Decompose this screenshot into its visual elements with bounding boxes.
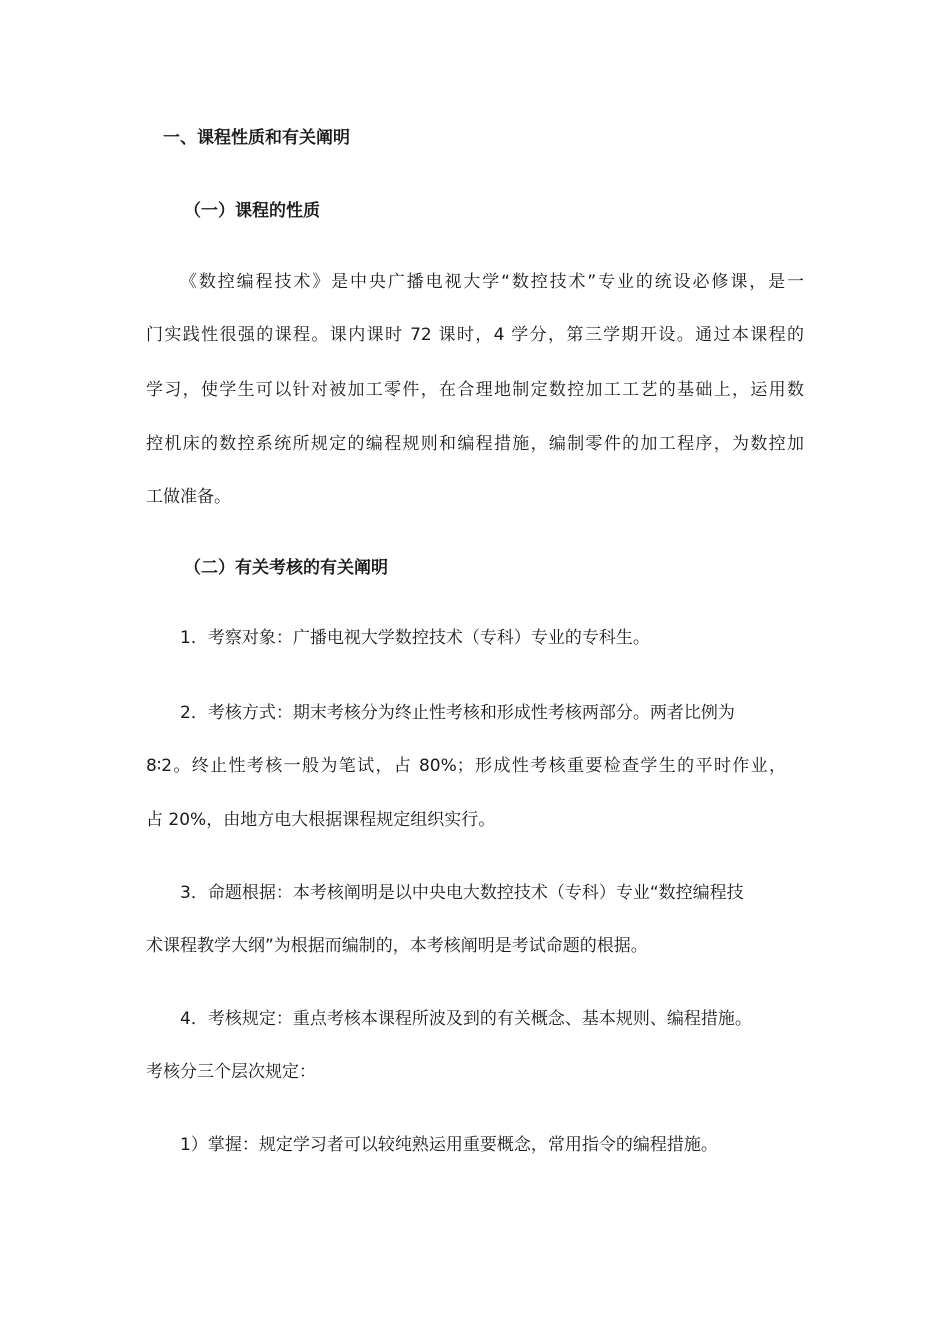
- paragraph-line: 控机床的数控系统所规定的编程规则和编程措施，编制零件的加工程序，为数控加: [146, 434, 804, 454]
- list-item-3-line: 术课程教学大纲”为根据而编制的，本考核阐明是考试命题的根据。: [146, 936, 648, 956]
- paragraph-line: 工做准备。: [146, 487, 231, 507]
- subsection-heading-nature: （一）课程的性质: [184, 201, 320, 221]
- sub-item-1: 1）掌握：规定学习者可以较纯熟运用重要概念，常用指令的编程措施。: [180, 1135, 718, 1155]
- list-item-2-line: 占 20%，由地方电大根据课程规定组织实行。: [146, 810, 496, 830]
- list-item-3-line: 3．命题根据：本考核阐明是以中央电大数控技术（专科）专业“数控编程技: [180, 883, 744, 903]
- paragraph-line: 《数控编程技术》是中央广播电视大学“数控技术”专业的统设必修课，是一: [180, 272, 804, 292]
- list-item-4-line: 4．考核规定：重点考核本课程所波及到的有关概念、基本规则、编程措施。: [180, 1009, 752, 1029]
- subsection-heading-exam: （二）有关考核的有关阐明: [184, 558, 388, 578]
- list-item-4-line: 考核分三个层次规定：: [146, 1062, 316, 1082]
- list-item-2-line: 8∶2。终止性考核一般为笔试，占 80%；形成性考核重要检查学生的平时作业，: [146, 756, 786, 776]
- section-heading: 一、课程性质和有关阐明: [163, 128, 350, 148]
- paragraph-line: 学习，使学生可以针对被加工零件，在合理地制定数控加工工艺的基础上，运用数: [146, 380, 804, 400]
- paragraph-line: 门实践性很强的课程。课内课时 72 课时，4 学分，第三学期开设。通过本课程的: [146, 325, 804, 345]
- list-item-2-line: 2．考核方式：期末考核分为终止性考核和形成性考核两部分。两者比例为: [180, 703, 735, 723]
- list-item-1: 1．考察对象：广播电视大学数控技术（专科）专业的专科生。: [180, 628, 650, 648]
